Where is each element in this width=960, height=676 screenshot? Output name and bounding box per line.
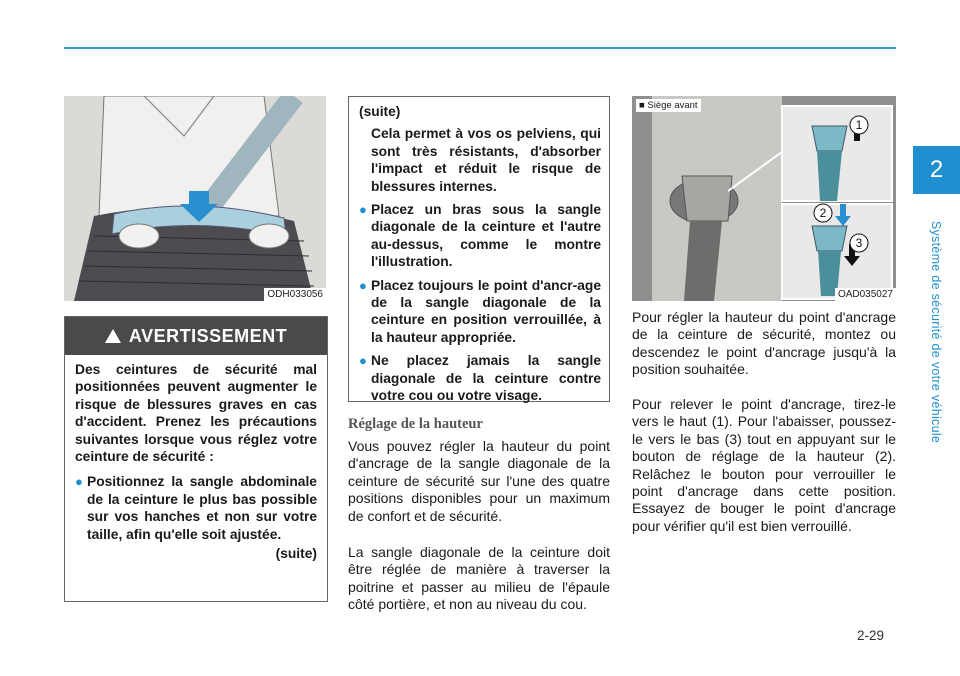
warning-intro: Des ceintures de sécurité mal positionnées peuvent augmenter le risque de blessures graves en cas d'accident. Prenez les précautions suivantes lorsque vous réglez votre ceinture de sécurité : — [75, 362, 317, 465]
header-rule — [64, 47, 896, 49]
chapter-title: Système de sécurité de votre véhicule — [929, 220, 943, 444]
bullet-dot-icon: ● — [359, 353, 367, 369]
page-number: 2-29 — [857, 628, 885, 643]
warning-header — [65, 317, 327, 355]
section-paragraph: Pour relever le point d'ancrage, tirez-le vers le haut (1). Pour l'abaisser, poussez-le vers le bas (3) tout en appuyant sur le bouton de réglage de la hauteur (2). Relâchez le bouton pour verrouiller le point d'ancrage dans cette position. Essayez de bouger le point d'ancrage pour vérifier qu'il est bien verrouillé. — [632, 396, 896, 534]
section-title: Réglage de la hauteur — [348, 416, 483, 432]
height-adjuster-drawing — [632, 96, 896, 301]
figure-code-left: ODH033056 — [264, 288, 326, 301]
warning-box — [64, 316, 328, 602]
height-adjuster-illustration — [632, 96, 896, 301]
continued-bullet: Ne placez jamais la sangle diagonale de la ceinture contre votre cou ou votre visage. — [371, 353, 601, 404]
continued-intro: Cela permet à vos os pelviens, qui sont très résistants, d'absorber l'impact et réduit le risque de blessures internes. — [371, 126, 601, 194]
warning-triangle-icon — [105, 329, 121, 343]
seatbelt-lap-illustration — [64, 96, 326, 301]
warning-bullet: Positionnez la sangle abdominale de la ceinture le plus bas possible sur vos hanches et non sur votre taille, afin qu'elle soit ajustée. — [87, 474, 317, 542]
lap-belt-drawing — [64, 96, 326, 301]
section-paragraph: Pour régler la hauteur du point d'ancrage de la ceinture de sécurité, montez ou descendez le point d'ancrage jusqu'à la position souhaitée. — [632, 309, 896, 378]
bullet-dot-icon: ● — [75, 474, 83, 490]
warning-title: AVERTISSEMENT — [128, 325, 288, 346]
list-item — [359, 277, 601, 347]
callout-1: 1 — [855, 118, 863, 132]
callout-3: 3 — [855, 236, 863, 250]
continued-bullet: Placez un bras sous la sangle diagonale de la ceinture et l'autre au-dessus, comme le montre l'illustration. — [371, 202, 601, 270]
section-paragraph: La sangle diagonale de la ceinture doit être réglée de manière à traverser la poitrine et passer au milieu de l'épaule côté portière, et non au niveau du cou. — [348, 544, 610, 613]
figure-code-right: OAD035027 — [835, 288, 896, 301]
figure-label: ■ Siège avant — [636, 99, 701, 112]
continued-head: (suite) — [359, 104, 401, 119]
bullet-dot-icon: ● — [359, 202, 367, 218]
bullet-dot-icon: ● — [359, 277, 367, 293]
continued-box — [348, 96, 610, 402]
chapter-tab: 2 — [913, 146, 960, 194]
list-item — [359, 352, 601, 404]
warning-continued: (suite) — [275, 546, 317, 562]
continued-bullet: Placez toujours le point d'ancr-age de la sangle diagonale de la ceinture en position verrouillée, à la hauteur appropriée. — [371, 277, 601, 345]
list-item — [359, 201, 601, 271]
section-paragraph: Vous pouvez régler la hauteur du point d'ancrage de la sangle diagonale de la ceinture de sécurité sur l'une des quatre positions disponibles pour un maximum de confort et de sécurité. — [348, 438, 610, 524]
callout-2: 2 — [819, 206, 827, 220]
list-item — [75, 473, 317, 543]
